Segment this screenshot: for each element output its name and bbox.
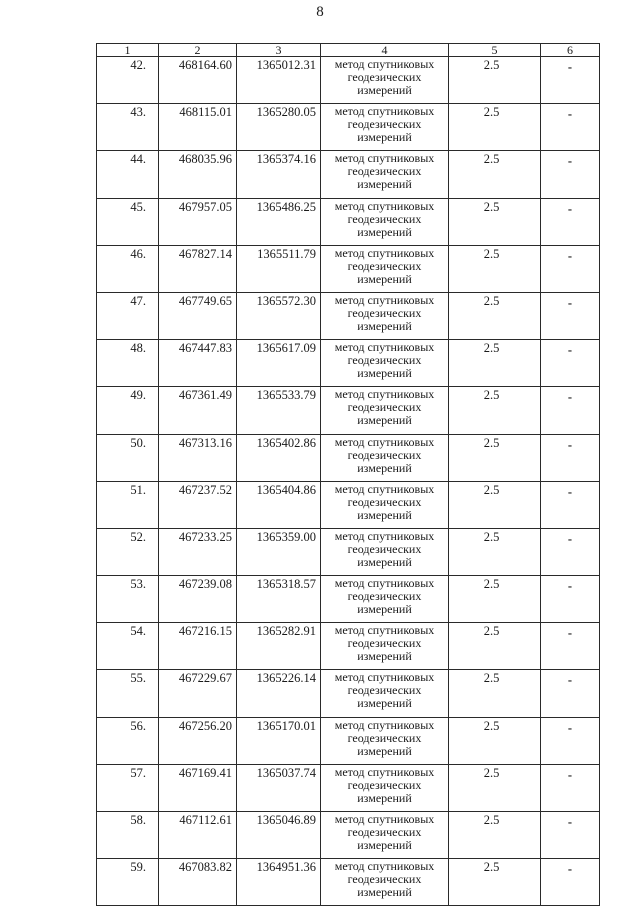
note-cell: - xyxy=(541,623,600,670)
accuracy-cell: 2.5 xyxy=(449,245,541,292)
method-cell: метод спутниковых геодезических измерений xyxy=(321,387,449,434)
table-row xyxy=(97,717,600,764)
accuracy-cell: 2.5 xyxy=(449,198,541,245)
table-row xyxy=(97,292,600,339)
x-coordinate: 468164.60 xyxy=(159,57,237,104)
accuracy-cell: 2.5 xyxy=(449,623,541,670)
method-cell: метод спутниковых геодезических измерений xyxy=(321,57,449,104)
point-number: 56. xyxy=(97,717,159,764)
point-number: 51. xyxy=(97,481,159,528)
point-number: 49. xyxy=(97,387,159,434)
method-cell: метод спутниковых геодезических измерений xyxy=(321,104,449,151)
x-coordinate: 467216.15 xyxy=(159,623,237,670)
header-col-4: 4 xyxy=(321,44,449,57)
table-row xyxy=(97,764,600,811)
accuracy-cell: 2.5 xyxy=(449,528,541,575)
method-cell: метод спутниковых геодезических измерений xyxy=(321,717,449,764)
point-number: 57. xyxy=(97,764,159,811)
table-row xyxy=(97,387,600,434)
x-coordinate: 467112.61 xyxy=(159,812,237,859)
accuracy-cell: 2.5 xyxy=(449,481,541,528)
accuracy-cell: 2.5 xyxy=(449,434,541,481)
x-coordinate: 467447.83 xyxy=(159,340,237,387)
table-body xyxy=(97,57,600,906)
table-row xyxy=(97,340,600,387)
header-col-6: 6 xyxy=(541,44,600,57)
point-number: 46. xyxy=(97,245,159,292)
accuracy-cell: 2.5 xyxy=(449,151,541,198)
header-col-3: 3 xyxy=(237,44,321,57)
y-coordinate: 1365404.86 xyxy=(237,481,321,528)
x-coordinate: 467169.41 xyxy=(159,764,237,811)
y-coordinate: 1365359.00 xyxy=(237,528,321,575)
note-cell: - xyxy=(541,859,600,906)
point-number: 53. xyxy=(97,576,159,623)
y-coordinate: 1365282.91 xyxy=(237,623,321,670)
table-row xyxy=(97,670,600,717)
table-row xyxy=(97,528,600,575)
table-row xyxy=(97,245,600,292)
note-cell: - xyxy=(541,151,600,198)
point-number: 50. xyxy=(97,434,159,481)
point-number: 52. xyxy=(97,528,159,575)
page-number: 8 xyxy=(316,4,324,20)
coordinates-table xyxy=(96,43,600,906)
table-row xyxy=(97,481,600,528)
method-cell: метод спутниковых геодезических измерений xyxy=(321,528,449,575)
table-row xyxy=(97,434,600,481)
y-coordinate: 1365012.31 xyxy=(237,57,321,104)
method-cell: метод спутниковых геодезических измерений xyxy=(321,481,449,528)
point-number: 58. xyxy=(97,812,159,859)
header-col-5: 5 xyxy=(449,44,541,57)
accuracy-cell: 2.5 xyxy=(449,859,541,906)
note-cell: - xyxy=(541,198,600,245)
accuracy-cell: 2.5 xyxy=(449,387,541,434)
y-coordinate: 1365533.79 xyxy=(237,387,321,434)
method-cell: метод спутниковых геодезических измерений xyxy=(321,623,449,670)
point-number: 59. xyxy=(97,859,159,906)
table-row xyxy=(97,151,600,198)
x-coordinate: 467957.05 xyxy=(159,198,237,245)
y-coordinate: 1365037.74 xyxy=(237,764,321,811)
method-cell: метод спутниковых геодезических измерений xyxy=(321,576,449,623)
point-number: 45. xyxy=(97,198,159,245)
accuracy-cell: 2.5 xyxy=(449,717,541,764)
point-number: 44. xyxy=(97,151,159,198)
method-cell: метод спутниковых геодезических измерений xyxy=(321,859,449,906)
x-coordinate: 467749.65 xyxy=(159,292,237,339)
note-cell: - xyxy=(541,717,600,764)
x-coordinate: 467239.08 xyxy=(159,576,237,623)
point-number: 47. xyxy=(97,292,159,339)
accuracy-cell: 2.5 xyxy=(449,340,541,387)
note-cell: - xyxy=(541,434,600,481)
point-number: 55. xyxy=(97,670,159,717)
table-row xyxy=(97,57,600,104)
accuracy-cell: 2.5 xyxy=(449,292,541,339)
point-number: 43. xyxy=(97,104,159,151)
method-cell: метод спутниковых геодезических измерений xyxy=(321,245,449,292)
x-coordinate: 467237.52 xyxy=(159,481,237,528)
y-coordinate: 1365318.57 xyxy=(237,576,321,623)
note-cell: - xyxy=(541,57,600,104)
y-coordinate: 1365402.86 xyxy=(237,434,321,481)
note-cell: - xyxy=(541,292,600,339)
accuracy-cell: 2.5 xyxy=(449,764,541,811)
x-coordinate: 467827.14 xyxy=(159,245,237,292)
note-cell: - xyxy=(541,387,600,434)
accuracy-cell: 2.5 xyxy=(449,812,541,859)
note-cell: - xyxy=(541,670,600,717)
method-cell: метод спутниковых геодезических измерений xyxy=(321,764,449,811)
point-number: 54. xyxy=(97,623,159,670)
header-col-2: 2 xyxy=(159,44,237,57)
y-coordinate: 1365617.09 xyxy=(237,340,321,387)
y-coordinate: 1365486.25 xyxy=(237,198,321,245)
note-cell: - xyxy=(541,764,600,811)
note-cell: - xyxy=(541,340,600,387)
x-coordinate: 467361.49 xyxy=(159,387,237,434)
header-col-1: 1 xyxy=(97,44,159,57)
accuracy-cell: 2.5 xyxy=(449,57,541,104)
x-coordinate: 468115.01 xyxy=(159,104,237,151)
accuracy-cell: 2.5 xyxy=(449,576,541,623)
y-coordinate: 1365170.01 xyxy=(237,717,321,764)
x-coordinate: 467256.20 xyxy=(159,717,237,764)
y-coordinate: 1365226.14 xyxy=(237,670,321,717)
x-coordinate: 467229.67 xyxy=(159,670,237,717)
table-row xyxy=(97,859,600,906)
point-number: 48. xyxy=(97,340,159,387)
table-row xyxy=(97,623,600,670)
note-cell: - xyxy=(541,528,600,575)
y-coordinate: 1365046.89 xyxy=(237,812,321,859)
y-coordinate: 1365511.79 xyxy=(237,245,321,292)
x-coordinate: 467233.25 xyxy=(159,528,237,575)
note-cell: - xyxy=(541,812,600,859)
x-coordinate: 467083.82 xyxy=(159,859,237,906)
note-cell: - xyxy=(541,104,600,151)
method-cell: метод спутниковых геодезических измерений xyxy=(321,151,449,198)
note-cell: - xyxy=(541,245,600,292)
header-row xyxy=(97,44,600,57)
method-cell: метод спутниковых геодезических измерений xyxy=(321,812,449,859)
table-row xyxy=(97,812,600,859)
y-coordinate: 1364951.36 xyxy=(237,859,321,906)
x-coordinate: 467313.16 xyxy=(159,434,237,481)
method-cell: метод спутниковых геодезических измерений xyxy=(321,434,449,481)
accuracy-cell: 2.5 xyxy=(449,104,541,151)
method-cell: метод спутниковых геодезических измерений xyxy=(321,292,449,339)
y-coordinate: 1365280.05 xyxy=(237,104,321,151)
y-coordinate: 1365374.16 xyxy=(237,151,321,198)
point-number: 42. xyxy=(97,57,159,104)
accuracy-cell: 2.5 xyxy=(449,670,541,717)
table-row xyxy=(97,104,600,151)
table-row xyxy=(97,576,600,623)
method-cell: метод спутниковых геодезических измерений xyxy=(321,670,449,717)
y-coordinate: 1365572.30 xyxy=(237,292,321,339)
table-row xyxy=(97,198,600,245)
method-cell: метод спутниковых геодезических измерений xyxy=(321,340,449,387)
method-cell: метод спутниковых геодезических измерений xyxy=(321,198,449,245)
x-coordinate: 468035.96 xyxy=(159,151,237,198)
table-header xyxy=(97,44,600,57)
note-cell: - xyxy=(541,576,600,623)
note-cell: - xyxy=(541,481,600,528)
